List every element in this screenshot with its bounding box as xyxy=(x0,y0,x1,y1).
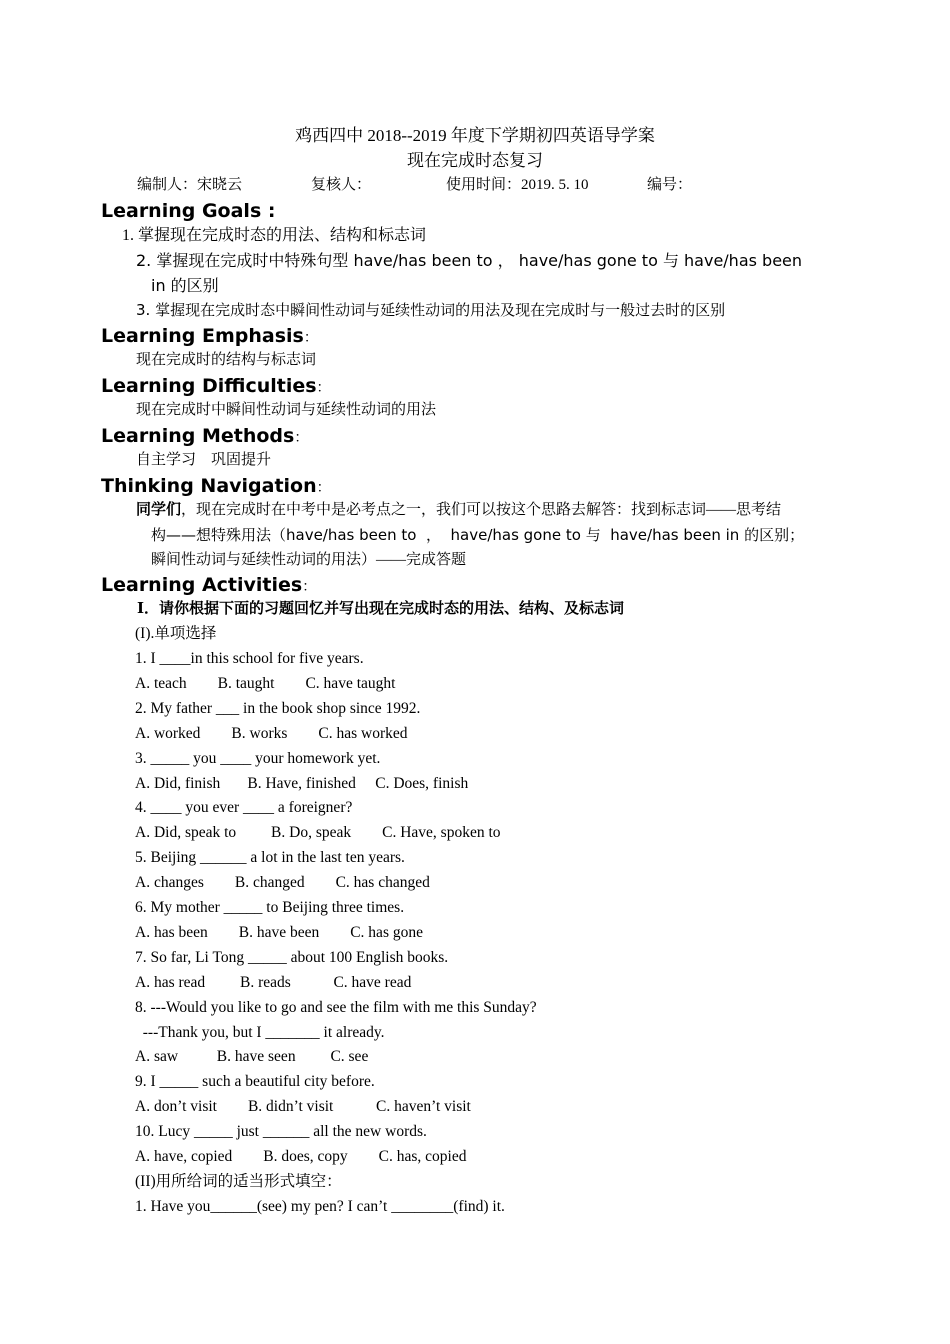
difficulties-text: 现在完成时中瞬间性动词与延续性动词的用法 xyxy=(136,402,437,418)
question-line: A. worked B. works C. has worked xyxy=(135,724,408,742)
navigation-line-1-text: ，现在完成时在中考中是必考点之一，我们可以按这个思路去解答：找到标志词——思考结 xyxy=(181,502,782,518)
navigation-heading xyxy=(101,475,331,498)
question-line: 8. ---Would you like to go and see the film with me this Sunday? xyxy=(135,998,537,1016)
fill-item-1: 1. Have you______(see) my pen? I can’t ________(find) it. xyxy=(135,1198,505,1215)
difficulties-heading-text: Learning Difficulties xyxy=(101,375,317,397)
methods-heading-text: Learning Methods xyxy=(101,425,295,447)
navigation-line-1 xyxy=(136,501,781,519)
emphasis-text: 现在完成时的结构与标志词 xyxy=(136,352,317,368)
question-line: 1. I ____in this school for five years. xyxy=(135,650,364,667)
question-line: A. Did, speak to B. Do, speak C. Have, spoken to xyxy=(135,824,501,842)
use-date-label: 使用时间：2019. 5. 10 xyxy=(446,177,589,193)
methods-text: 自主学习 巩固提升 xyxy=(136,452,272,468)
question-line: A. saw B. have seen C. see xyxy=(135,1048,369,1066)
document-title: 鸡西四中 2018--2019 年度下学期初四英语导学案 xyxy=(295,126,655,145)
question-line: A. changes B. changed C. has changed xyxy=(135,874,430,892)
question-line: A. have, copied B. does, copy C. has, copied xyxy=(135,1148,467,1165)
activities-colon: ： xyxy=(302,579,317,595)
question-line: 9. I _____ such a beautiful city before. xyxy=(135,1073,375,1091)
goal-item-2-cont: in 的区别 xyxy=(151,276,219,295)
question-line: 7. So far, Li Tong _____ about 100 English books. xyxy=(135,948,449,966)
navigation-lead: 同学们 xyxy=(136,502,182,518)
navigation-line-2: 构——想特殊用法（have/has been to ， have/has gone to 与 have/has been in 的区别； xyxy=(151,526,805,544)
question-line: 3. _____ you ____ your homework yet. xyxy=(135,749,381,767)
question-line: 2. My father ___ in the book shop since 1992. xyxy=(135,699,421,717)
activities-heading-text: Learning Activities xyxy=(101,574,303,596)
document-subtitle: 现在完成时态复习 xyxy=(407,151,543,170)
emphasis-heading-text: Learning Emphasis xyxy=(101,325,304,347)
methods-heading xyxy=(101,425,308,448)
methods-colon: ： xyxy=(294,430,309,446)
activities-heading xyxy=(101,574,316,597)
question-line: ---Thank you, but I _______ it already. xyxy=(135,1023,385,1041)
activities-part1-title: Ⅰ．请你根据下面的习题回忆并写出现在完成时态的用法、结构、及标志词 xyxy=(137,601,625,617)
difficulties-heading xyxy=(101,375,331,398)
goal-item-2: 2. 掌握现在完成时中特殊句型 have/has been to ， have/has gone to 与 have/has been xyxy=(136,251,803,270)
reviewer-label: 复核人： xyxy=(311,177,372,193)
navigation-colon: ： xyxy=(316,480,331,496)
emphasis-colon: ： xyxy=(303,330,318,346)
emphasis-heading xyxy=(101,325,318,348)
question-line: A. has been B. have been C. has gone xyxy=(135,923,423,941)
activities-sub2: (II)用所给词的适当形式填空： xyxy=(135,1173,342,1190)
navigation-line-3: 瞬间性动词与延续性动词的用法）——完成答题 xyxy=(151,552,467,568)
navigation-heading-text: Thinking Navigation xyxy=(101,475,317,497)
question-line: A. Did, finish B. Have, finished C. Does, finish xyxy=(135,774,469,792)
question-line: 10. Lucy _____ just ______ all the new words. xyxy=(135,1123,427,1141)
question-line: 4. ____ you ever ____ a foreigner? xyxy=(135,799,353,817)
difficulties-colon: ： xyxy=(316,380,331,396)
goal-item-1: 1. 掌握现在完成时态的用法、结构和标志词 xyxy=(122,227,427,244)
question-line: A. has read B. reads C. have read xyxy=(135,973,412,991)
question-line: A. teach B. taught C. have taught xyxy=(135,674,396,692)
compiler-label: 编制人：宋晓云 xyxy=(137,177,243,193)
activities-sub1: (I).单项选择 xyxy=(135,625,217,642)
goal-item-3: 3. 掌握现在完成时态中瞬间性动词与延续性动词的用法及现在完成时与一般过去时的区别 xyxy=(136,301,726,319)
question-line: 5. Beijing ______ a lot in the last ten years. xyxy=(135,849,405,867)
question-line: 6. My mother _____ to Beijing three times. xyxy=(135,899,405,916)
goals-heading: Learning Goals : xyxy=(101,200,276,222)
question-line: A. don’t visit B. didn’t visit C. haven’t visit xyxy=(135,1098,471,1116)
number-label: 编号： xyxy=(647,177,693,193)
